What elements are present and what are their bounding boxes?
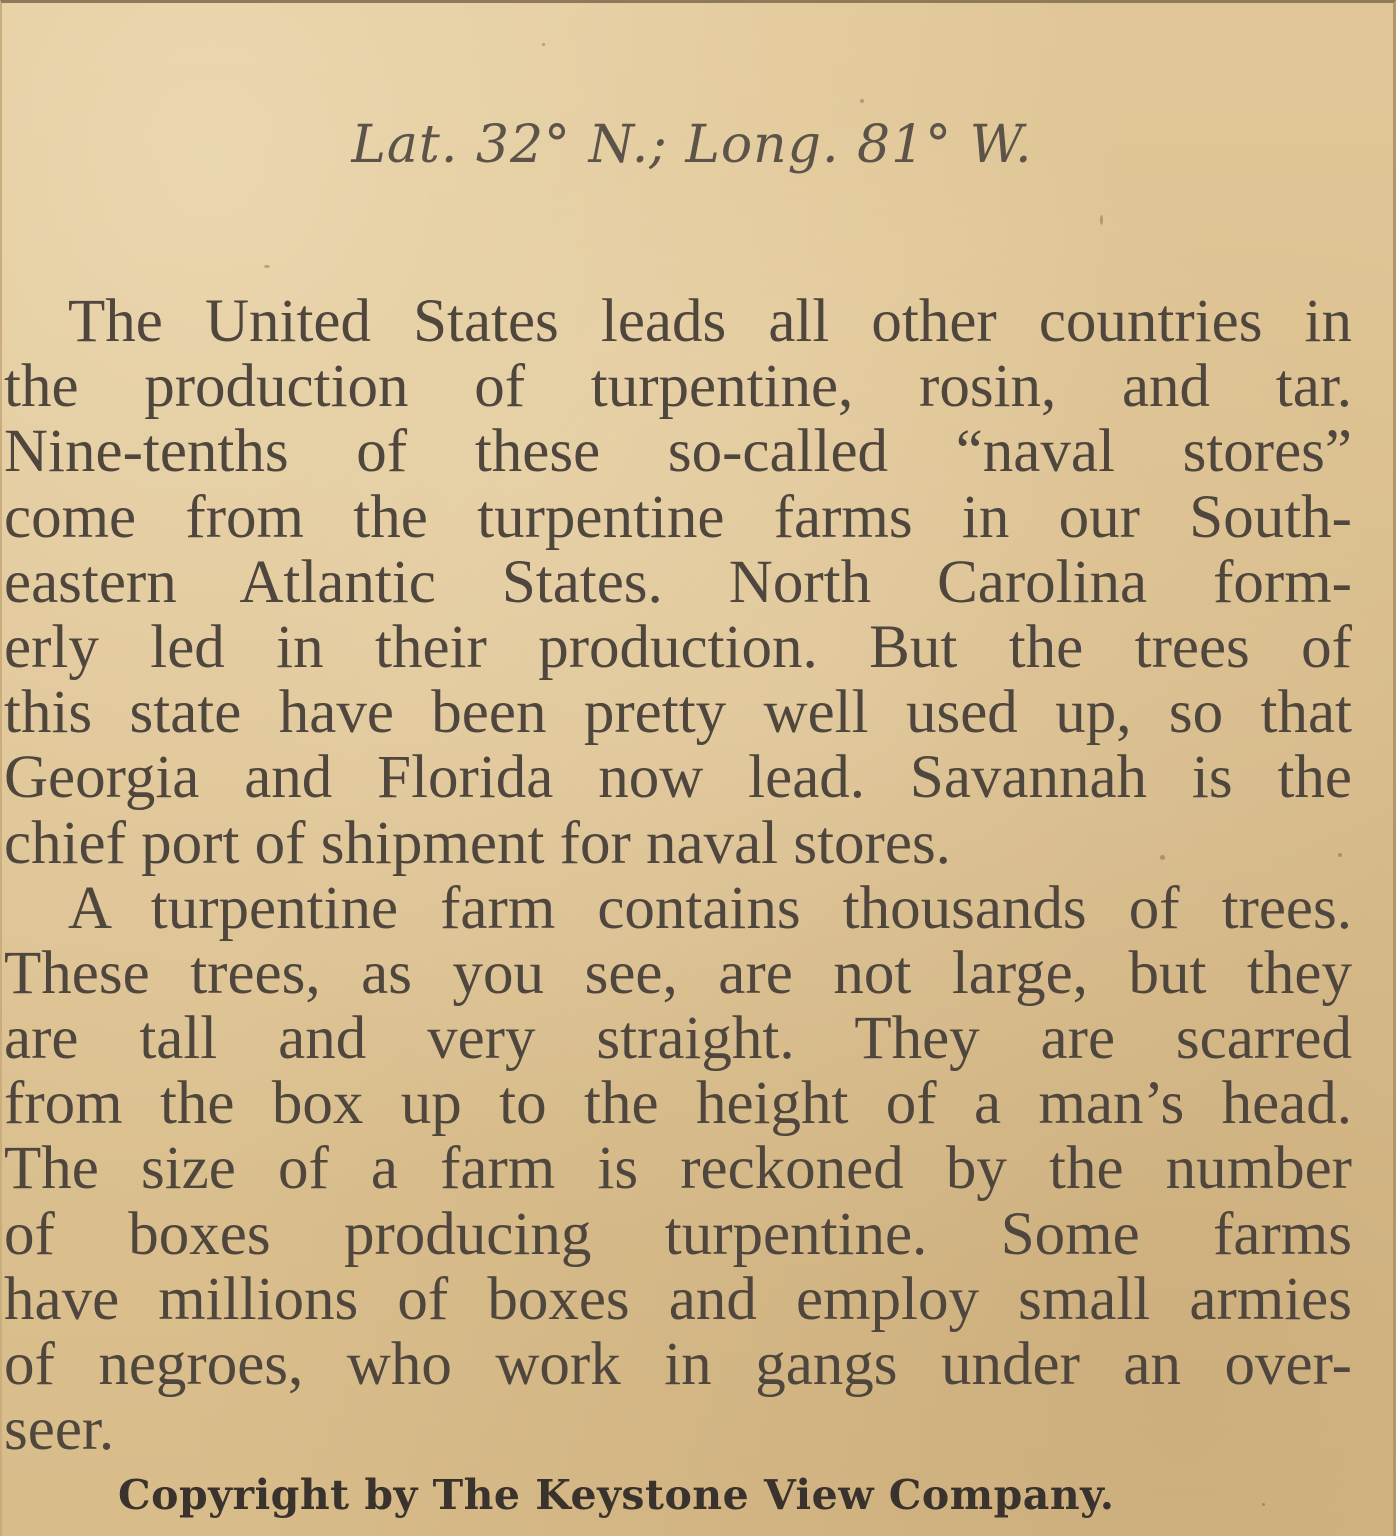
coordinates-heading: Lat. 32° N.; Long. 81° W. bbox=[351, 115, 1033, 175]
text-line: the production of turpentine, rosin, and tar. bbox=[4, 354, 1352, 420]
text-line: The size of a farm is reckoned by the number bbox=[4, 1136, 1352, 1202]
text-line: have millions of boxes and employ small armies bbox=[4, 1266, 1352, 1332]
paper-speck bbox=[264, 265, 270, 268]
text-line: chief port of shipment for naval stores. bbox=[4, 810, 951, 876]
text-line: The United States leads all other countries in bbox=[68, 289, 1352, 355]
paper-speck bbox=[1100, 215, 1103, 225]
paper-speck bbox=[542, 43, 545, 46]
text-line: of boxes producing turpentine. Some farms bbox=[4, 1201, 1352, 1267]
text-line: come from the turpentine farms in our South- bbox=[4, 484, 1352, 550]
text-line: Georgia and Florida now lead. Savannah is the bbox=[4, 745, 1352, 811]
text-line: are tall and very straight. They are scarred bbox=[4, 1006, 1352, 1072]
text-line: erly led in their production. But the trees of bbox=[4, 614, 1352, 681]
text-line: of negroes, who work in gangs under an over- bbox=[4, 1332, 1352, 1398]
body-text bbox=[4, 289, 1352, 1462]
text-line: Nine-tenths of these so-called “naval stores” bbox=[4, 419, 1352, 485]
paper-speck bbox=[860, 99, 864, 103]
paper-speck bbox=[1262, 1503, 1265, 1506]
text-line: seer. bbox=[4, 1397, 115, 1463]
copyright-notice: Copyright by The Keystone View Company. bbox=[118, 1471, 1115, 1519]
text-line: eastern Atlantic States. North Carolina form- bbox=[4, 549, 1352, 615]
text-line: from the box up to the height of a man’s head. bbox=[4, 1071, 1352, 1137]
text-line: These trees, as you see, are not large, but they bbox=[4, 940, 1352, 1007]
text-line: this state have been pretty well used up, so that bbox=[4, 680, 1352, 746]
text-line: A turpentine farm contains thousands of trees. bbox=[68, 875, 1352, 941]
